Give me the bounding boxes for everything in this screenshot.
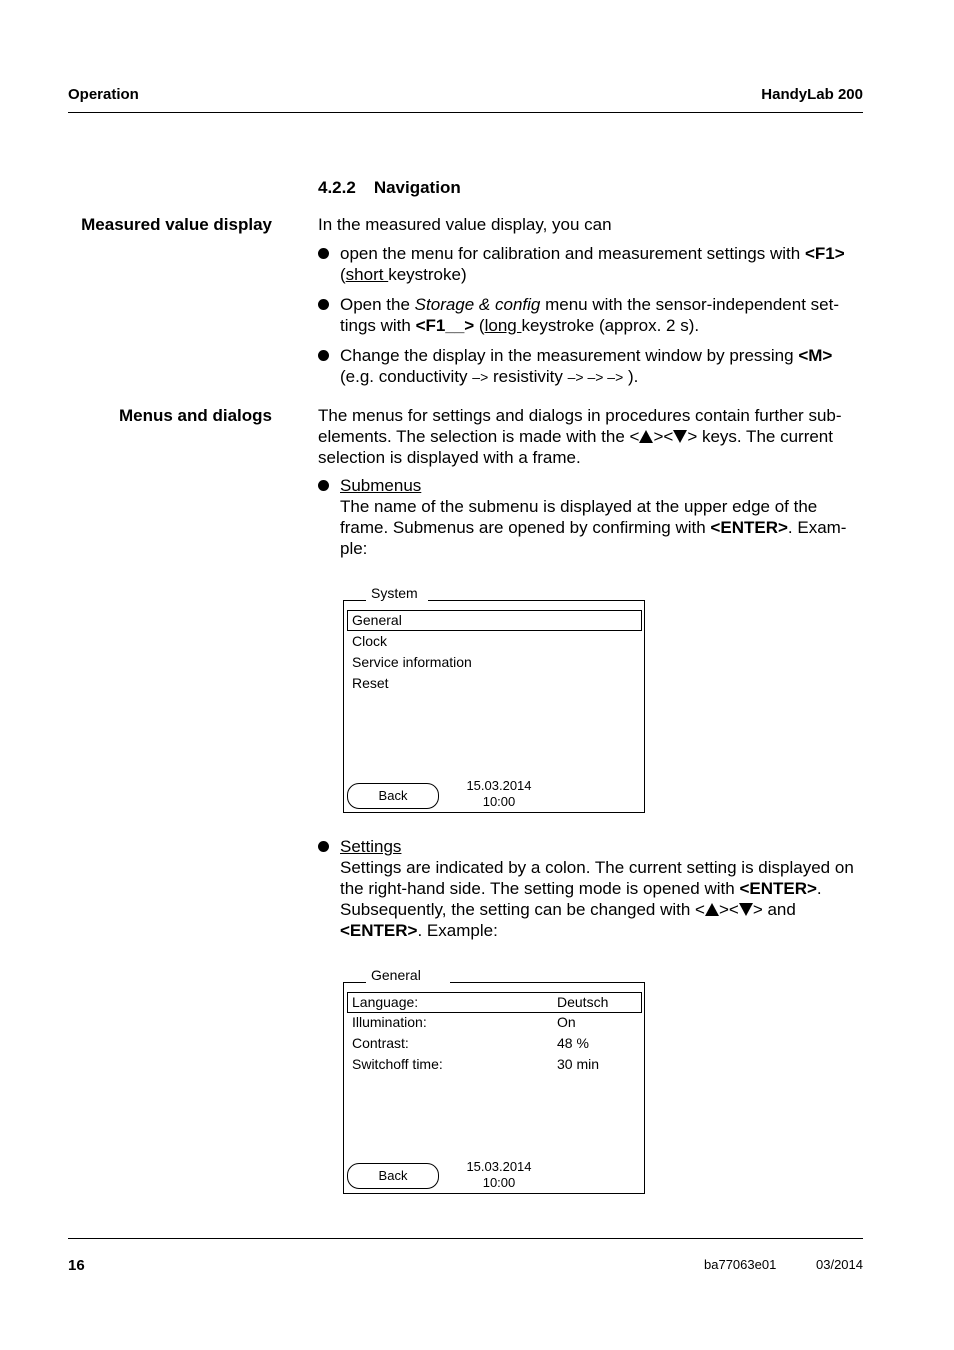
screen-title: System bbox=[371, 585, 418, 601]
measured-intro: In the measured value display, you can bbox=[318, 215, 612, 234]
bullet-dot bbox=[318, 350, 329, 361]
bullet-submenus: Submenus The name of the submenu is displayed at the upper edge of the frame. Submenus are opened by confirming with <ENTER>. Exam- ple: bbox=[318, 475, 866, 559]
setting-language-value: Deutsch bbox=[557, 994, 609, 1010]
screen-datetime: 15.03.2014 10:00 bbox=[466, 1159, 532, 1190]
submenus-heading: Submenus bbox=[340, 476, 422, 495]
bullet-storage: Open the Storage & config menu with the sensor-independent set- tings with <F1__> (long keystroke (approx. 2 s). bbox=[318, 294, 866, 336]
setting-contrast-value: 48 % bbox=[557, 1035, 589, 1051]
system-menu-screen bbox=[343, 585, 645, 813]
header-product: HandyLab 200 bbox=[761, 86, 863, 103]
menu-item-service-information[interactable]: Service information bbox=[352, 654, 472, 670]
section-heading bbox=[318, 178, 461, 198]
menu-item-reset[interactable]: Reset bbox=[352, 675, 389, 691]
setting-switchoff-value: 30 min bbox=[557, 1056, 600, 1072]
bullet-dot bbox=[318, 248, 329, 259]
section-number: 4.2.2 bbox=[318, 178, 356, 197]
bullet-dot bbox=[318, 841, 329, 852]
setting-language-label[interactable]: Language: bbox=[352, 994, 419, 1010]
key-f1-long: <F1__> bbox=[415, 316, 475, 335]
key-f1: <F1> bbox=[804, 244, 845, 263]
sidehead-menus: Menus and dialogs bbox=[118, 406, 272, 425]
header-rule bbox=[68, 112, 863, 113]
footer-rule bbox=[68, 1238, 863, 1239]
document-date: 03/2014 bbox=[816, 1257, 863, 1272]
setting-illumination-label[interactable]: Illumination: bbox=[352, 1014, 427, 1030]
bullet-display: Change the display in the measurement window by pressing <M> (e.g. conductivity –> resistivity –> –> –> ). bbox=[318, 345, 866, 388]
bullet-settings: Settings Settings are indicated by a colon. The current setting is displayed on the right-hand side. The setting mode is opened with <ENTER>. Subsequently, the setting can be changed with < >< > and <ENTER>. Example: bbox=[318, 836, 866, 941]
bullet-dot bbox=[318, 480, 329, 491]
down-arrow-icon bbox=[673, 430, 687, 443]
menus-paragraph: The menus for settings and dialogs in procedures contain further sub- elements. The selection is made with the < >< > keys. The current selection is displayed with a frame. bbox=[318, 406, 842, 467]
sidehead-measured: Measured value display bbox=[81, 215, 272, 234]
screen-title: General bbox=[371, 967, 421, 983]
setting-illumination-value: On bbox=[557, 1014, 576, 1030]
document-id: ba77063e01 bbox=[704, 1257, 777, 1272]
settings-heading: Settings bbox=[340, 837, 402, 856]
menu-item-general[interactable]: General bbox=[352, 612, 402, 628]
key-m: <M> bbox=[798, 346, 833, 365]
bullet-dot bbox=[318, 299, 329, 310]
setting-contrast-label[interactable]: Contrast: bbox=[352, 1035, 409, 1051]
bullet-f1: open the menu for calibration and measurement settings with <F1> (short keystroke) bbox=[318, 243, 866, 285]
section-title: Navigation bbox=[373, 178, 461, 197]
back-button[interactable]: Back bbox=[347, 1163, 439, 1189]
up-arrow-icon bbox=[705, 903, 719, 916]
menu-item-clock[interactable]: Clock bbox=[352, 633, 388, 649]
up-arrow-icon bbox=[639, 430, 653, 443]
page-number: 16 bbox=[68, 1257, 85, 1274]
general-settings-screen bbox=[343, 967, 645, 1194]
back-button[interactable]: Back bbox=[347, 783, 439, 809]
screen-datetime: 15.03.2014 10:00 bbox=[466, 778, 532, 809]
header-section: Operation bbox=[68, 86, 139, 103]
setting-switchoff-label[interactable]: Switchoff time: bbox=[352, 1056, 443, 1072]
down-arrow-icon bbox=[739, 903, 753, 916]
